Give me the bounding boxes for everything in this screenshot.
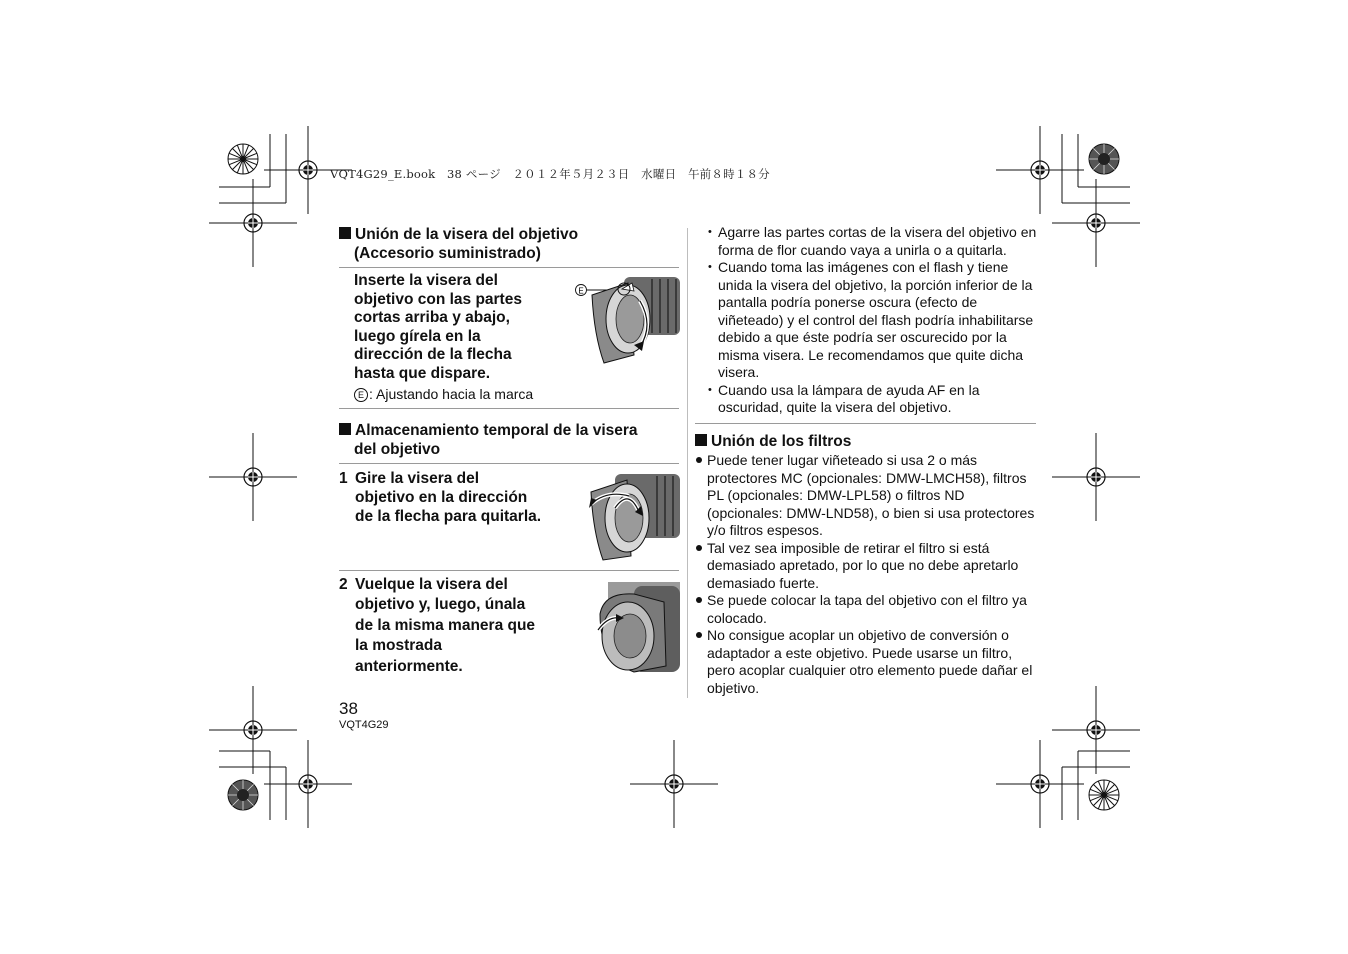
list-item: Puede tener lugar viñeteado si usa 2 o más protectores MC (opcionales: DMW-LMCH58), filtros PL (opcionales: DMW-LPL58) o filtros ND (opcionales: DMW-LND58), o bien si usa protectores y/o filtros espesos.: [695, 452, 1037, 540]
square-bullet-icon: [339, 423, 351, 435]
divider: [695, 423, 1036, 424]
callout-note: E : Ajustando hacia la marca: [354, 386, 674, 404]
square-bullet-icon: [695, 434, 707, 446]
list-item: • Cuando usa la lámpara de ayuda AF en la oscuridad, quite la visera del objetivo.: [706, 382, 1038, 417]
list-item: • Cuando toma las imágenes con el flash y tiene unida la visera del objetivo, la porción inferior de la pantalla podría ponerse oscura (efecto de viñeteado) y el control del flash podría inhabilitarse debido a que éste podría ser oscurecido por la misma visera. Le recomendamos que quite dicha visera.: [706, 259, 1038, 382]
print-header: VQT4G29_E.book 38 ページ ２０１２年５月２３日 水曜日 午前８時１８分: [330, 167, 770, 181]
callout-e-icon: E: [354, 388, 368, 402]
lens-hood-reversed-illustration: [594, 580, 680, 674]
step-1: 1 Gire la visera del objetivo en la dirección de la flecha para quitarla.: [339, 470, 542, 525]
divider: [339, 570, 679, 571]
lens-hood-attach-illustration: [572, 275, 680, 367]
page-number: 38: [339, 699, 358, 718]
section-title-filters: Unión de los filtros: [695, 432, 1035, 451]
divider: [339, 408, 679, 409]
list-item: Se puede colocar la tapa del objetivo con el filtro ya colocado.: [695, 592, 1037, 627]
square-bullet-icon: [339, 227, 351, 239]
section-title-temporary-storage: Almacenamiento temporal de la visera del objetivo: [339, 421, 679, 459]
hood-notes-list: [706, 224, 1038, 417]
section-title-lens-hood: Unión de la visera del objetivo (Accesorio suministrado): [339, 225, 679, 263]
column-separator: [687, 228, 688, 698]
divider: [339, 463, 679, 464]
callout-e-label: E: [578, 286, 584, 296]
filters-list: [695, 452, 1037, 697]
step-2: 2 Vuelque la visera del objetivo y, luego, únala de la misma manera que la mostrada anteriormente.: [339, 576, 536, 675]
lens-hood-remove-illustration: [587, 472, 680, 562]
instruction-attach-hood: Inserte la visera del objetivo con las partes cortas arriba y abajo, luego gírela en la dirección de la flecha hasta que dispare.: [354, 272, 522, 382]
list-item: No consigue acoplar un objetivo de conversión o adaptador a este objetivo. Puede usarse un filtro, pero acoplar cualquier otro elemento puede dañar el objetivo.: [695, 627, 1037, 697]
divider: [339, 267, 679, 268]
list-item: • Agarre las partes cortas de la visera del objetivo en forma de flor cuando vaya a unirla o a quitarla.: [706, 224, 1038, 259]
list-item: Tal vez sea imposible de retirar el filtro si está demasiado apretado, por lo que no debe apretarlo demasiado fuerte.: [695, 540, 1037, 593]
model-code: VQT4G29: [339, 719, 389, 731]
